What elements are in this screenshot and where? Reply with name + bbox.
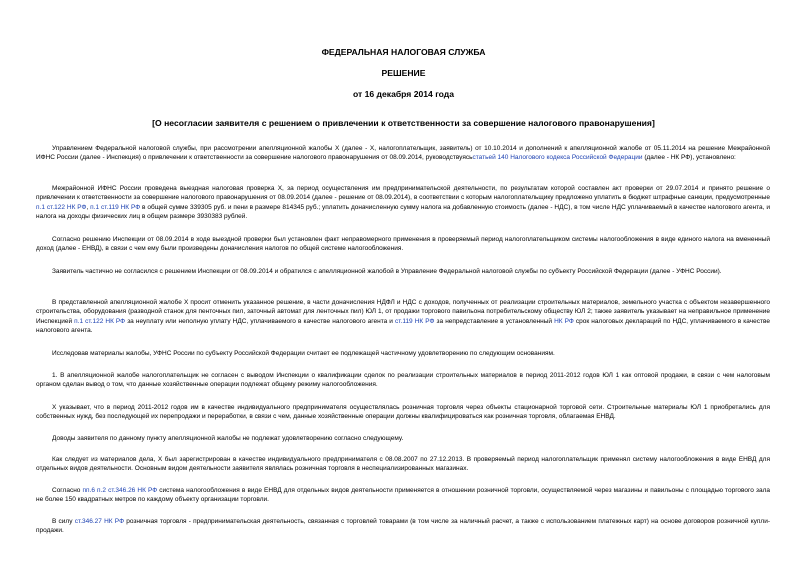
text-segment: за непредставление в установленный	[434, 317, 555, 325]
document-date: от 16 декабря 2014 года	[352, 89, 455, 99]
paragraph-audit	[36, 184, 770, 222]
text-segment: ,	[86, 203, 91, 211]
text-segment: срок налоговых деклараций по НДС, уплачиваемого в качестве налогового агента.	[36, 317, 770, 335]
paragraph-envd: Согласно решению Инспекции от 08.09.2014 в ходе выездной проверки был установлен факт неправомерного применения в проверяемый период налогоплательщиком системы налогообложения в виде единого налога на вмененный доход (далее - ЕНВД), в связи с чем ему были произведены доначисления налогов по общей системе налогообложения.	[36, 236, 770, 253]
text-segment: Согласно	[52, 487, 83, 494]
text-segment: Управлением Федеральной налоговой службы, при рассмотрении апелляционной жалобы X (далее - X, налогоплательщик, заявитель) от 10.10.2014 и дополнений к апелляционной жалобе от 05.11.2014 на решение Межрайонной ИФНС России (далее - Инспекция) о привлечении к ответственности за совершение налогового правонарушения от 08.09.2014, руководствуясь	[36, 145, 770, 162]
text-segment: в общей сумме 339305 руб. и пени в размере 814345 руб.; уплатить доначисленную сумму налога на добавленную стоимость (далее - НДС), в том числе НДС уплачиваемый в качестве налогового агента, и налога на доходы физических лиц в общем размере 3930383 рублей.	[36, 203, 770, 221]
paragraph-review: Исследовав материалы жалобы, УФНС России по субъекту Российской Федерации считает ее подлежащей частичному удовлетворению по следующим основаниям.	[52, 350, 555, 357]
paragraph-appeal: Заявитель частично не согласился с решением Инспекции от 08.09.2014 и обратился с апелляционной жалобой в Управление Федеральной налоговой службы по субъекту Российской Федерации (далее - УФНС России).	[52, 268, 722, 275]
paragraph-intro	[36, 144, 770, 163]
link-art-122[interactable]: п.1 ст.122 НК РФ	[36, 203, 87, 211]
text-segment: (далее - НК РФ), установлено:	[642, 154, 736, 162]
text-segment: В представленной апелляционной жалобе X просит отменить указанное решение, в части доначисления НДФЛ и НДС с доходов, полученных от реализации строительных материалов, земельного участка с объектом незавершенного строительства, оборудования (разводной станок для пенточных пил, заточный автомат для ленточных пил) ЮЛ 1, от продажи торгового павильона потребительскому обществу ЮЛ 2; также заявитель указывает на неправильное применение Инспекцией	[36, 299, 770, 325]
paragraph-rejection: Доводы заявителя по данному пункту апелляционной жалобы не подлежат удовлетворению согласно следующему.	[52, 435, 404, 442]
link-art-119[interactable]: п.1 ст.119 НК РФ	[90, 203, 141, 211]
text-segment: В силу	[52, 518, 75, 525]
document-type: РЕШЕНИЕ	[381, 68, 426, 78]
paragraph-point-1: 1. В апелляционной жалобе налогоплательщик не согласен с выводом Инспекции о квалификации сделок по реализации строительных материалов в период 2011-2012 годов ЮЛ 1 как оптовой продажи, в связи с чем налоговым органом сделан вывод о том, что данные хозяйственные операции подлежат общему режиму налогообложения.	[36, 372, 770, 389]
text-segment: Межрайонной ИФНС России проведена выездная налоговая проверка X, за период осуществления им предпринимательской деятельности, по результатам которой составлен акт проверки от 29.07.2014 и принято решение о привлечении к ответственности за совершение налогового правонарушения от 08.09.2014 (далее - решение от 08.09.2014), в соответствии с которым налогоплательщику предложено уплатить в бюджет штрафные санкции, предусмотренные	[36, 185, 770, 202]
paragraph-envd-rule	[36, 486, 770, 505]
document-subject: [О несогласии заявителя с решением о привлечении к ответственности за совершение налогового правонарушения]	[152, 118, 655, 128]
paragraph-retail-definition	[36, 517, 770, 536]
link-art-119[interactable]: ст.119 НК РФ	[395, 317, 435, 325]
paragraph-complaint	[36, 298, 770, 336]
paragraph-registration: Как следует из материалов дела, X был зарегистрирован в качестве индивидуального предпринимателя с 08.08.2007 по 27.12.2013. В проверяемый период налогоплательщик применял систему налогообложения в виде ЕНВД для отдельных видов деятельности. Основным видом деятельности заявителя являлась розничная торговля в неспециализированных магазинах.	[36, 456, 770, 473]
text-segment: система налогообложения в виде ЕНВД для отдельных видов деятельности применяется в отношении розничной торговли, осуществляемой через магазины и павильоны с площадью торгового зала не более 150 квадратных метров по каждому объекту организации торговли.	[36, 487, 770, 504]
text-segment: за неуплату или неполную уплату НДС, уплачиваемого в качестве налогового агента и	[125, 317, 395, 325]
link-art-346-27[interactable]: ст.346.27 НК РФ	[74, 518, 125, 525]
text-segment: розничная торговля - предпринимательская деятельность, связанная с торговлей товарами (в том числе за наличный расчет, а также с использованием платежных карт) на основе договоров розничной купли-продажи.	[36, 518, 771, 535]
agency-title: ФЕДЕРАЛЬНАЯ НАЛОГОВАЯ СЛУЖБА	[321, 47, 486, 57]
link-art-346-26[interactable]: пп.6 п.2 ст.346.26 НК РФ	[82, 487, 158, 494]
paragraph-retail-claim: X указывает, что в период 2011-2012 годов им в качестве индивидуального предпринимателя осуществлялась розничная торговля через объекты стационарной торговой сети. Строительные материалы ЮЛ 1 приобретались для собственных нужд, без последующей их перепродажи и переработки, в связи с чем, данные хозяйственные операции должны квалифицироваться как розничная торговля, облагаемая ЕНВД.	[36, 404, 770, 421]
link-art-122[interactable]: п.1 ст.122 НК РФ	[74, 317, 126, 325]
link-article-140[interactable]: статьей 140 Налогового кодекса Российской Федерации	[472, 154, 643, 162]
link-nk-rf[interactable]: НК РФ	[554, 317, 574, 325]
